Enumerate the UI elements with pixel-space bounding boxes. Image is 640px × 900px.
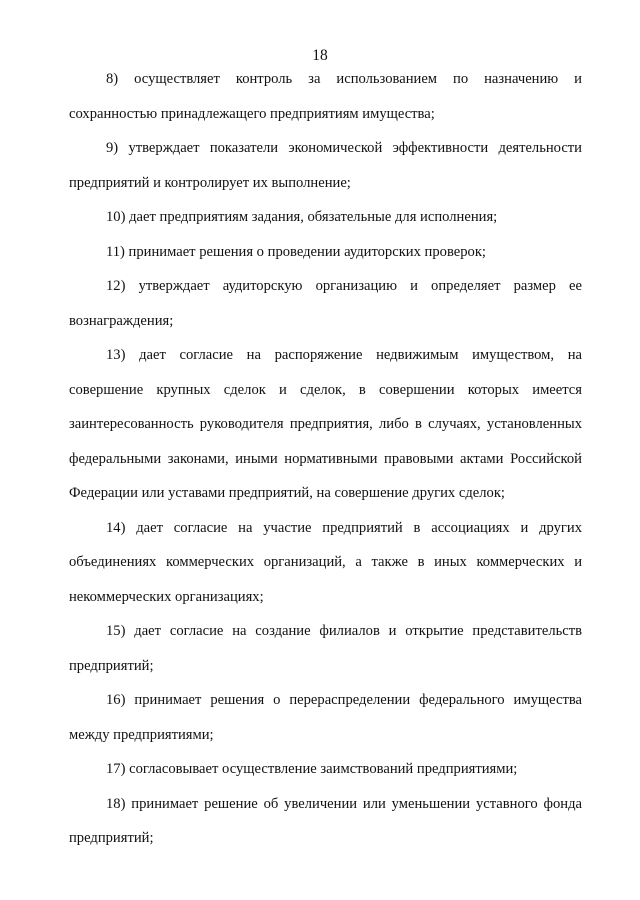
paragraph-item-10: 10) дает предприятиям задания, обязательные для исполнения; [106,209,498,225]
document-body [69,62,582,856]
paragraph-item-17: 17) согласовывает осуществление заимствований предприятиями; [106,761,518,777]
page-number: 18 [312,47,328,64]
paragraph-item-16: 16) принимает решения о перераспределении федерального имущества между предприятиями; [69,692,582,743]
paragraph-item-18: 18) принимает решение об увеличении или уменьшении уставного фонда предприятий; [69,795,582,846]
paragraph-item-15: 15) дает согласие на создание филиалов и открытие представительств предприятий; [69,623,582,674]
paragraph-item-12: 12) утверждает аудиторскую организацию и определяет размер ее вознаграждения; [69,278,582,329]
paragraph-item-8: 8) осуществляет контроль за использованием по назначению и сохранностью принадлежащего предприятиям имущества; [69,71,582,122]
paragraph-item-9: 9) утверждает показатели экономической эффективности деятельности предприятий и контролирует их выполнение; [69,140,582,191]
paragraph-item-13: 13) дает согласие на распоряжение недвижимым имуществом, на совершение крупных сделок и сделок, в совершении которых имеется заинтересованность руководителя предприятия, либо в случаях, установленных федеральными законами, иными нормативными правовыми актами Российской Федерации или уставами предприятий, на совершение других сделок; [69,347,582,501]
paragraph-item-11: 11) принимает решения о проведении аудиторских проверок; [106,243,486,260]
paragraph-item-14: 14) дает согласие на участие предприятий в ассоциациях и других объединениях коммерческих организаций, а также в иных коммерческих и некоммерческих организациях; [69,519,582,605]
